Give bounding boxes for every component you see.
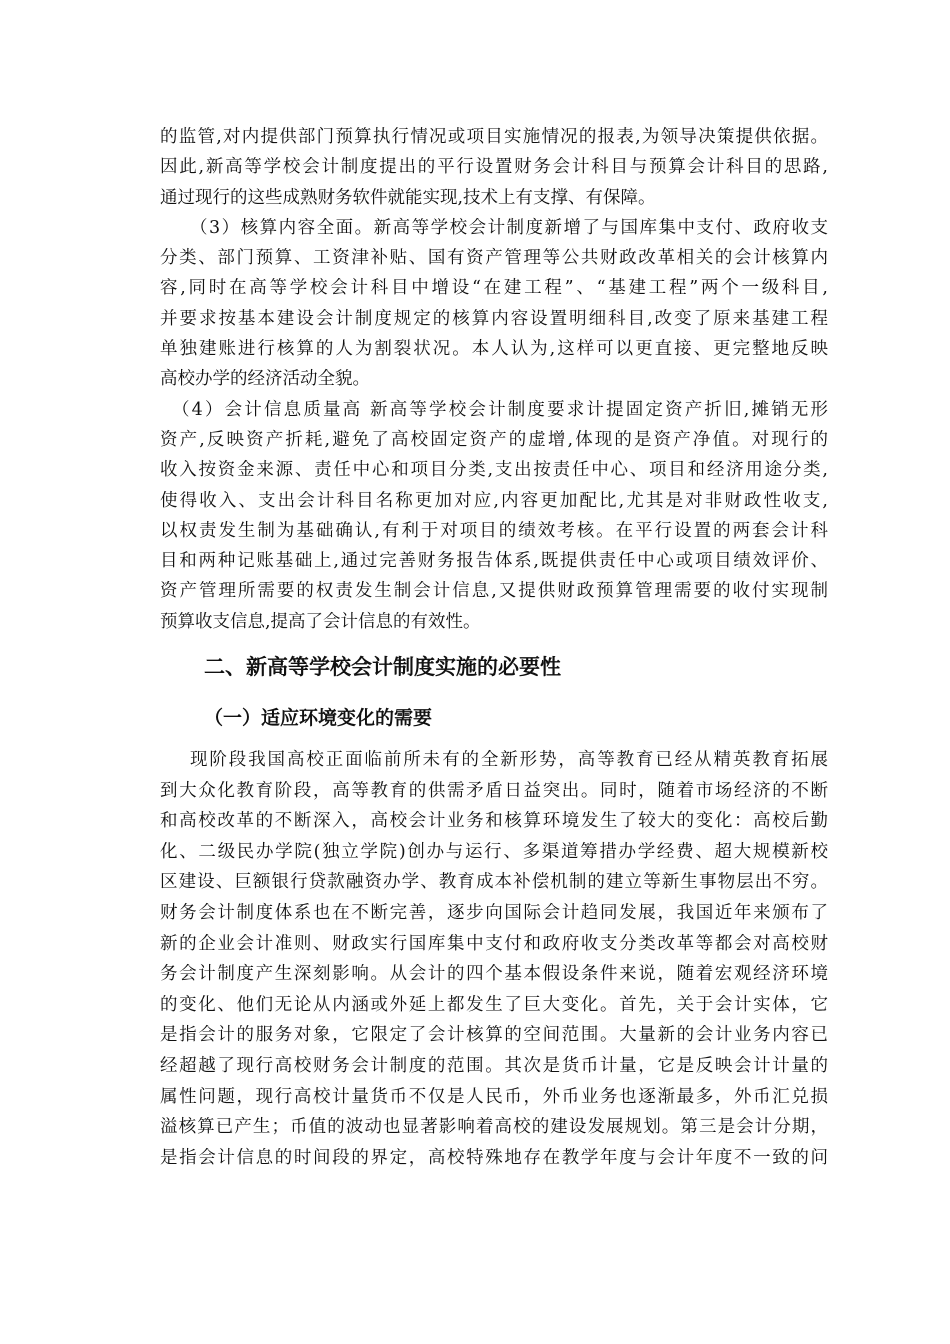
paragraph-environment: [160, 745, 828, 1173]
text-line: 是指会计的服务对象，它限定了会计核算的空间范围。大量新的会计业务内容已: [160, 1025, 828, 1046]
text-line: （4）会计信息质量高 新高等学校会计制度要求计提固定资产折旧,摊销无形: [172, 399, 828, 420]
text-line: 化、二级民办学院(独立学院)创办与运行、多渠道筹措办学经费、超大规模新校: [160, 841, 828, 862]
text-line: 并要求按基本建设会计制度规定的核算内容设置明细科目,改变了原来基建工程: [160, 308, 828, 329]
text-line: （3）核算内容全面。新高等学校会计制度新增了与国库集中支付、政府收支: [190, 217, 828, 238]
text-line: 通过现行的这些成熟财务软件就能实现,技术上有支撑、有保障。: [160, 187, 656, 208]
text-line: 资产,反映资产折耗,避免了高校固定资产的虚增,体现的是资产净值。对现行的: [160, 429, 828, 450]
text-line: 目和两种记账基础上,通过完善财务报告体系,既提供责任中心或项目绩效评价、: [160, 551, 828, 572]
text-line: 区建设、巨额银行贷款融资办学、教育成本补偿机制的建立等新生事物层出不穷。: [160, 872, 828, 893]
text-line: 分类、部门预算、工资津补贴、国有资产管理等公共财政改革相关的会计核算内: [160, 248, 828, 269]
text-line: 资产管理所需要的权责发生制会计信息,又提供财政预算管理需要的收付实现制: [160, 581, 828, 602]
text-line: 高校办学的经济活动全貌。: [160, 369, 370, 390]
paragraph-continued: [160, 122, 828, 213]
text-line: 容,同时在高等学校会计科目中增设“在建工程”、“基建工程”两个一级科目,: [160, 278, 828, 299]
text-line: 新的企业会计准则、财政实行国库集中支付和政府收支分类改革等都会对高校财: [160, 933, 828, 954]
text-line: 现阶段我国高校正面临前所未有的全新形势，高等教育已经从精英教育拓展: [190, 750, 828, 771]
text-line: 收入按资金来源、责任中心和项目分类,支出按责任中心、项目和经济用途分类,: [160, 460, 828, 481]
text-line: 单独建账进行核算的人为割裂状况。本人认为,这样可以更直接、更完整地反映: [160, 339, 828, 360]
text-line: 属性问题，现行高校计量货币不仅是人民币，外币业务也逐渐最多，外币汇兑损: [160, 1086, 828, 1107]
paragraph-item-4: [160, 395, 828, 637]
text-line: 的监管,对内提供部门预算执行情况或项目实施情况的报表,为领导决策提供依据。: [160, 127, 828, 147]
text-line: 使得收入、支出会计科目名称更加对应,内容更加配比,尤其是对非财政性收支,: [160, 490, 828, 511]
document-page: [160, 122, 828, 1173]
text-line: 溢核算已产生；币值的波动也显著影响着高校的建设发展规划。第三是会计分期，: [160, 1117, 828, 1138]
text-line: 和高校改革的不断深入，高校会计业务和核算环境发生了较大的变化：高校后勤: [160, 811, 828, 832]
paragraph-item-3: [160, 213, 828, 395]
text-line: 预算收支信息,提高了会计信息的有效性。: [160, 611, 481, 632]
text-line: 因此,新高等学校会计制度提出的平行设置财务会计科目与预算会计科目的思路,: [160, 157, 828, 178]
text-line: 经超越了现行高校财务会计制度的范围。其次是货币计量，它是反映会计计量的: [160, 1055, 828, 1076]
text-line: 的变化、他们无论从内涵或外延上都发生了巨大变化。首先，关于会计实体，它: [160, 994, 828, 1015]
text-line: 务会计制度产生深刻影响。从会计的四个基本假设条件来说，随着宏观经济环境: [160, 964, 828, 985]
subsection-heading: （一）适应环境变化的需要: [204, 707, 433, 730]
text-line: 是指会计信息的时间段的界定，高校特殊地存在教学年度与会计年度不一致的问: [160, 1147, 828, 1168]
section-heading: 二、新高等学校会计制度实施的必要性: [204, 655, 561, 680]
text-line: 财务会计制度体系也在不断完善，逐步向国际会计趋同发展，我国近年来颁布了: [160, 903, 828, 924]
text-line: 到大众化教育阶段，高等教育的供需矛盾日益突出。同时，随着市场经济的不断: [160, 780, 828, 801]
text-line: 以权责发生制为基础确认,有利于对项目的绩效考核。在平行设置的两套会计科: [160, 520, 828, 541]
